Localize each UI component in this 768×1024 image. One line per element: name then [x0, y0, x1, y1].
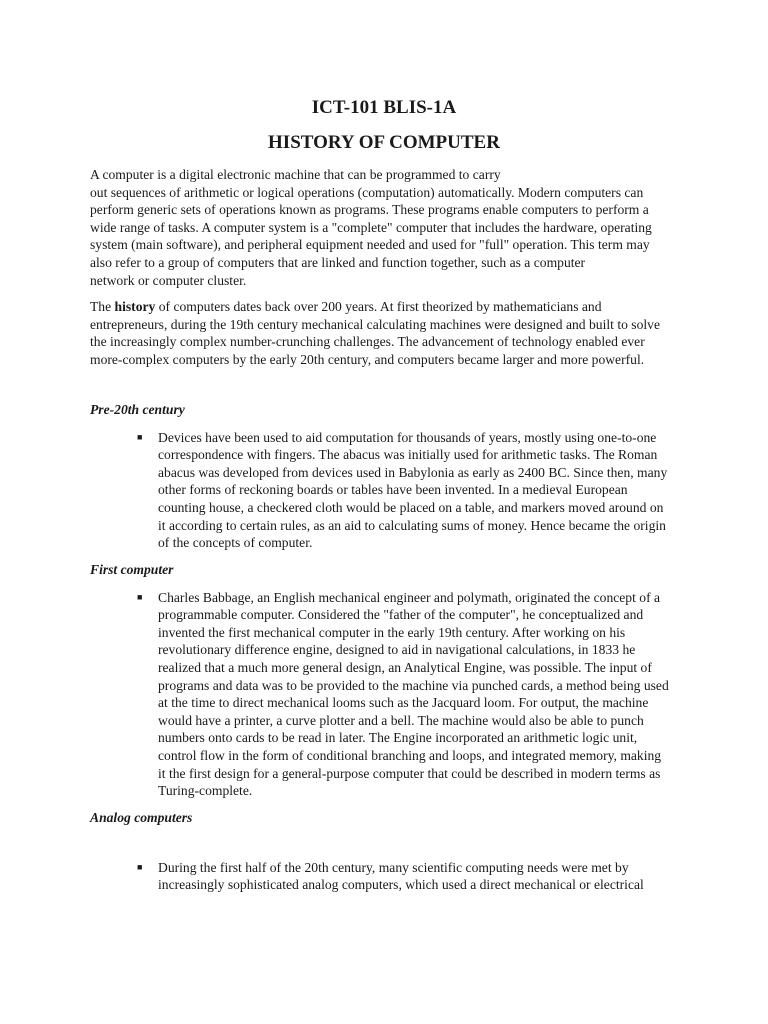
intro-line: out sequences of arithmetic or logical operations (computation) automatically. Modern computers can: [90, 184, 644, 200]
bullet-line: programmable computer. Considered the "father of the computer", he conceptualized and: [158, 607, 644, 623]
history-line: more-complex computers by the early 20th century, and computers became larger and more powerful.: [90, 351, 645, 367]
bullet-line: abacus was developed from devices used in Babylonia as early as 2400 BC. Since then, many: [158, 464, 668, 480]
bullet-line: invented the first mechanical computer in the early 19th century. After working on his: [158, 624, 626, 640]
bullet-item: [90, 589, 678, 800]
bullet-line: counting house, a checkered cloth would be placed on a table, and markers moved around on: [158, 499, 664, 515]
history-first-line: [90, 298, 678, 316]
bullet-line: other forms of reckoning boards or tables have been invented. In a medieval European: [158, 482, 628, 498]
square-bullet-icon: ■: [137, 431, 143, 442]
course-title: ICT-101 BLIS-1A: [311, 97, 457, 118]
bullet-line: of the concepts of computer.: [158, 535, 313, 551]
bullet-line: Turing-complete.: [158, 783, 253, 799]
bullet-line: it according to certain rules, as an aid to calculating sums of money. Hence became the origin: [158, 517, 666, 533]
bullet-item: [90, 429, 678, 552]
history-paragraph: [90, 298, 678, 368]
bullet-line: numbers onto cards to be read in later. The Engine incorporated an arithmetic logic unit,: [158, 730, 638, 746]
history-first-line-rest: of computers dates back over 200 years. At first theorized by mathematicians and: [155, 299, 602, 315]
intro-line: network or computer cluster.: [90, 272, 247, 288]
bullet-line: revolutionary difference engine, designed to aid in navigational calculations, in 1833 he: [158, 642, 636, 658]
bullet-line: increasingly sophisticated analog computers, which used a direct mechanical or electrical: [158, 877, 644, 893]
bullet-line: control flow in the form of conditional branching and loops, and integrated memory, making: [158, 748, 662, 764]
history-lead: The: [90, 299, 115, 315]
bullet-line: Devices have been used to aid computation for thousands of years, mostly using one-to-one: [158, 429, 657, 445]
history-line: the increasingly complex number-crunching challenges. The advancement of technology enabled ever: [90, 334, 645, 350]
bullet-line: Charles Babbage, an English mechanical engineer and polymath, originated the concept of a: [158, 589, 661, 605]
intro-line: A computer is a digital electronic machine that can be programmed to carry: [90, 167, 501, 182]
document-title: HISTORY OF COMPUTER: [268, 132, 500, 153]
square-bullet-icon: ■: [137, 861, 143, 872]
section-heading-first-computer: First computer: [90, 561, 174, 577]
square-bullet-icon: ■: [137, 591, 143, 602]
history-bold-word: history: [114, 299, 156, 315]
bullet-list: [90, 429, 678, 552]
bullet-list: [90, 859, 678, 894]
bullet-line: at the time to direct mechanical looms such as the Jacquard loom. For output, the machine: [158, 695, 649, 711]
bullet-line: correspondence with fingers. The abacus was initially used for arithmetic tasks. The Roman: [158, 447, 658, 463]
intro-paragraph: [90, 166, 678, 289]
bullet-list: [90, 589, 678, 800]
section-heading-pre-20th-century: Pre-20th century: [90, 401, 185, 417]
section-heading-analog-computers: Analog computers: [90, 809, 193, 825]
intro-line: wide range of tasks. A computer system is a "complete" computer that includes the hardware, operating: [90, 219, 652, 235]
intro-line: perform generic sets of operations known as programs. These programs enable computers to perform a: [90, 202, 649, 218]
bullet-line: programs and data was to be provided to the machine via punched cards, a method being used: [158, 677, 669, 693]
bullet-line: realized that a much more general design, an Analytical Engine, was possible. The input of: [158, 660, 652, 676]
bullet-line: would have a printer, a curve plotter and a bell. The machine would also be able to punch: [158, 712, 644, 728]
bullet-line: it the first design for a general-purpose computer that could be described in modern terms as: [158, 765, 661, 781]
history-line: entrepreneurs, during the 19th century mechanical calculating machines were designed and built to solve: [90, 316, 660, 332]
bullet-line: During the first half of the 20th century, many scientific computing needs were met by: [158, 859, 629, 875]
intro-line: system (main software), and peripheral equipment needed and used for "full" operation. This term may: [90, 237, 650, 253]
bullet-item: [90, 859, 678, 894]
intro-line: also refer to a group of computers that are linked and function together, such as a computer: [90, 254, 586, 270]
